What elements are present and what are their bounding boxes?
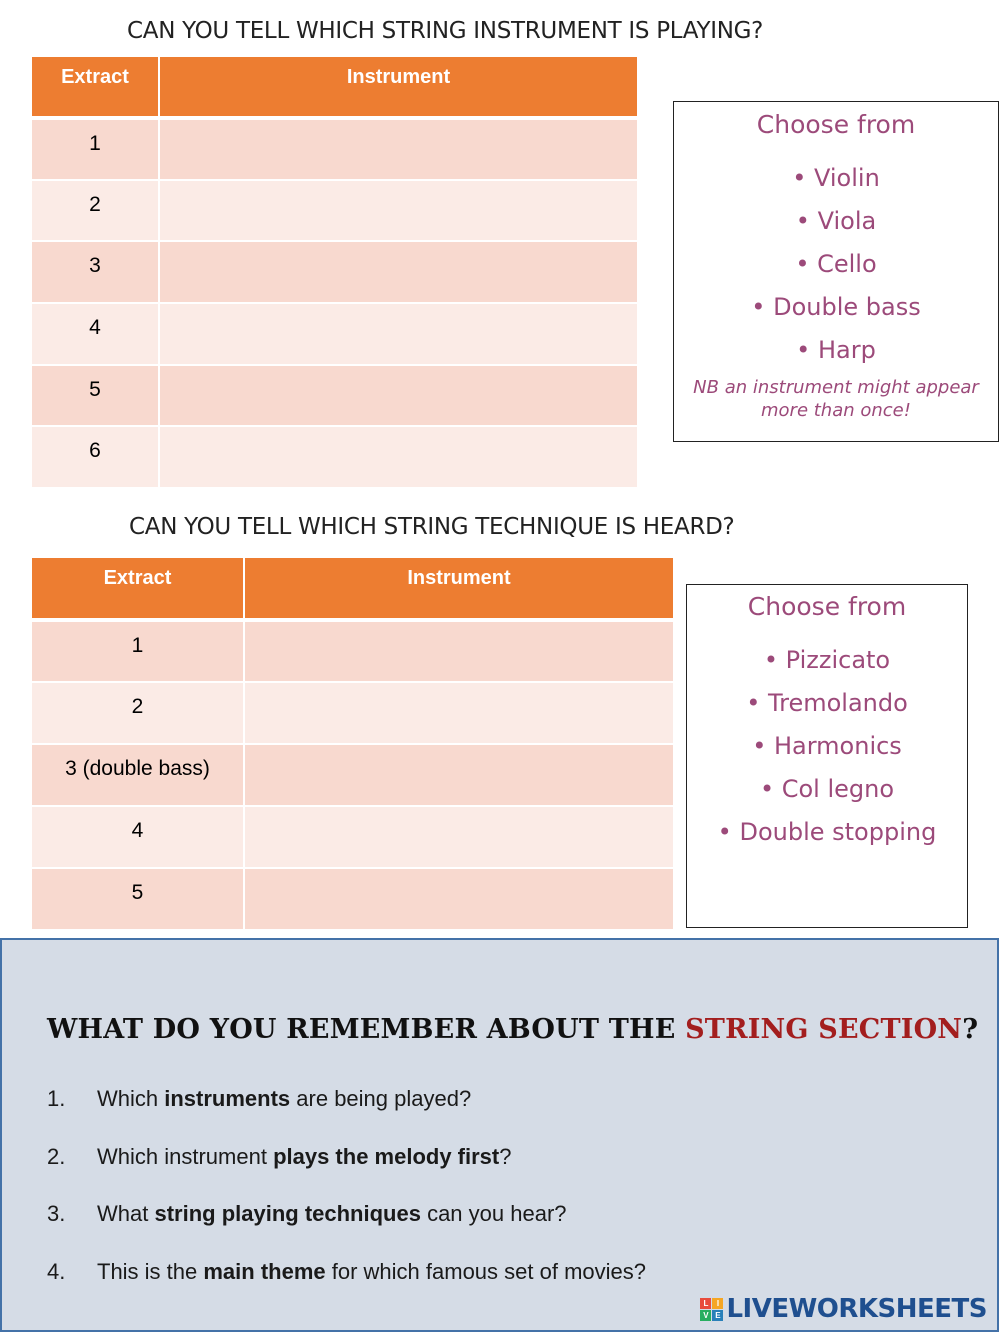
table-row (32, 241, 637, 303)
question-number: 1. (47, 1086, 66, 1111)
choice-cello: • Cello (795, 250, 877, 278)
technique-answer-cell[interactable] (244, 682, 673, 744)
table-row (32, 744, 673, 806)
extract-cell: 1 (32, 118, 159, 180)
section2-heading: CAN YOU TELL WHICH STRING TECHNIQUE IS HEARD? (129, 514, 735, 540)
instrument-answer-cell[interactable] (159, 426, 637, 488)
instrument-answer-cell[interactable] (159, 241, 637, 303)
question-text: What (97, 1201, 155, 1226)
table-row (32, 868, 673, 930)
extract-cell: 2 (32, 682, 244, 744)
question-text: are being played? (290, 1086, 472, 1111)
extract-cell: 5 (32, 365, 159, 427)
extract-cell: 6 (32, 426, 159, 488)
review-title (47, 1014, 978, 1045)
logo-letter: I (712, 1298, 723, 1309)
question-emphasis: instruments (164, 1086, 291, 1111)
review-title-text: WHAT DO YOU REMEMBER ABOUT THE (47, 1014, 686, 1045)
table-row (32, 303, 637, 365)
extract-cell: 3 (double bass) (32, 744, 244, 806)
logo-text: LIVEWORKSHEETS (726, 1294, 987, 1324)
column-header-extract: Extract (32, 558, 244, 620)
extract-cell: 4 (32, 806, 244, 868)
question-item (47, 1201, 567, 1227)
table-row (32, 365, 637, 427)
choice-violin: • Violin (792, 164, 880, 192)
question-number: 3. (47, 1201, 66, 1226)
choice-double-stopping: • Double stopping (717, 818, 937, 846)
question-item (47, 1086, 471, 1112)
instrument-answer-cell[interactable] (159, 365, 637, 427)
table-row (32, 180, 637, 242)
technique-table (32, 558, 673, 931)
note-line: more than once! (761, 400, 911, 421)
review-panel (0, 938, 999, 1332)
question-text: Which (97, 1086, 165, 1111)
choice-pizzicato: • Pizzicato (763, 646, 891, 674)
column-header-instrument: Instrument (159, 57, 637, 118)
technique-answer-cell[interactable] (244, 744, 673, 806)
choice-harp: • Harp (796, 336, 876, 364)
choice-tremolando: • Tremolando (746, 689, 908, 717)
liveworksheets-logo (700, 1294, 987, 1324)
logo-letter: V (700, 1310, 711, 1321)
instrument-choices-box (673, 101, 999, 442)
choice-viola: • Viola (795, 207, 877, 235)
extract-cell: 2 (32, 180, 159, 242)
choice-double-bass: • Double bass (751, 293, 921, 321)
column-header-extract: Extract (32, 57, 159, 118)
instrument-answer-cell[interactable] (159, 180, 637, 242)
review-title-accent: STRING SECTION (685, 1014, 963, 1045)
column-header-instrument: Instrument (244, 558, 673, 620)
question-number: 4. (47, 1259, 66, 1284)
extract-cell: 5 (32, 868, 244, 930)
extract-cell: 4 (32, 303, 159, 365)
liveworksheets-logo-icon (700, 1298, 723, 1321)
choices-title: Choose from (756, 110, 916, 139)
choice-harmonics: • Harmonics (752, 732, 902, 760)
table-row (32, 806, 673, 868)
question-emphasis: main theme (203, 1259, 326, 1284)
table-row (32, 682, 673, 744)
question-text: ? (499, 1144, 512, 1169)
technique-answer-cell[interactable] (244, 806, 673, 868)
question-number: 2. (47, 1144, 66, 1169)
choice-col-legno: • Col legno (759, 775, 895, 803)
question-emphasis: string playing techniques (154, 1201, 421, 1226)
logo-letter: E (712, 1310, 723, 1321)
table-row (32, 118, 637, 180)
logo-letter: L (700, 1298, 711, 1309)
section1-heading: CAN YOU TELL WHICH STRING INSTRUMENT IS PLAYING? (127, 18, 764, 44)
instrument-answer-cell[interactable] (159, 118, 637, 180)
instrument-table (32, 57, 637, 489)
choices-title: Choose from (747, 592, 907, 621)
question-item (47, 1144, 512, 1170)
extract-cell: 1 (32, 620, 244, 682)
question-item (47, 1259, 646, 1285)
question-text: for which famous set of movies? (325, 1259, 646, 1284)
note-line: NB an instrument might appear (693, 377, 979, 398)
technique-choices-box (686, 584, 968, 928)
review-title-end: ? (962, 1014, 979, 1045)
table-row (32, 620, 673, 682)
extract-cell: 3 (32, 241, 159, 303)
table-row (32, 426, 637, 488)
question-text: can you hear? (420, 1201, 567, 1226)
technique-answer-cell[interactable] (244, 868, 673, 930)
question-emphasis: plays the melody first (273, 1144, 500, 1169)
technique-answer-cell[interactable] (244, 620, 673, 682)
question-text: Which instrument (97, 1144, 274, 1169)
instrument-answer-cell[interactable] (159, 303, 637, 365)
question-text: This is the (97, 1259, 204, 1284)
choices-note (674, 376, 998, 422)
